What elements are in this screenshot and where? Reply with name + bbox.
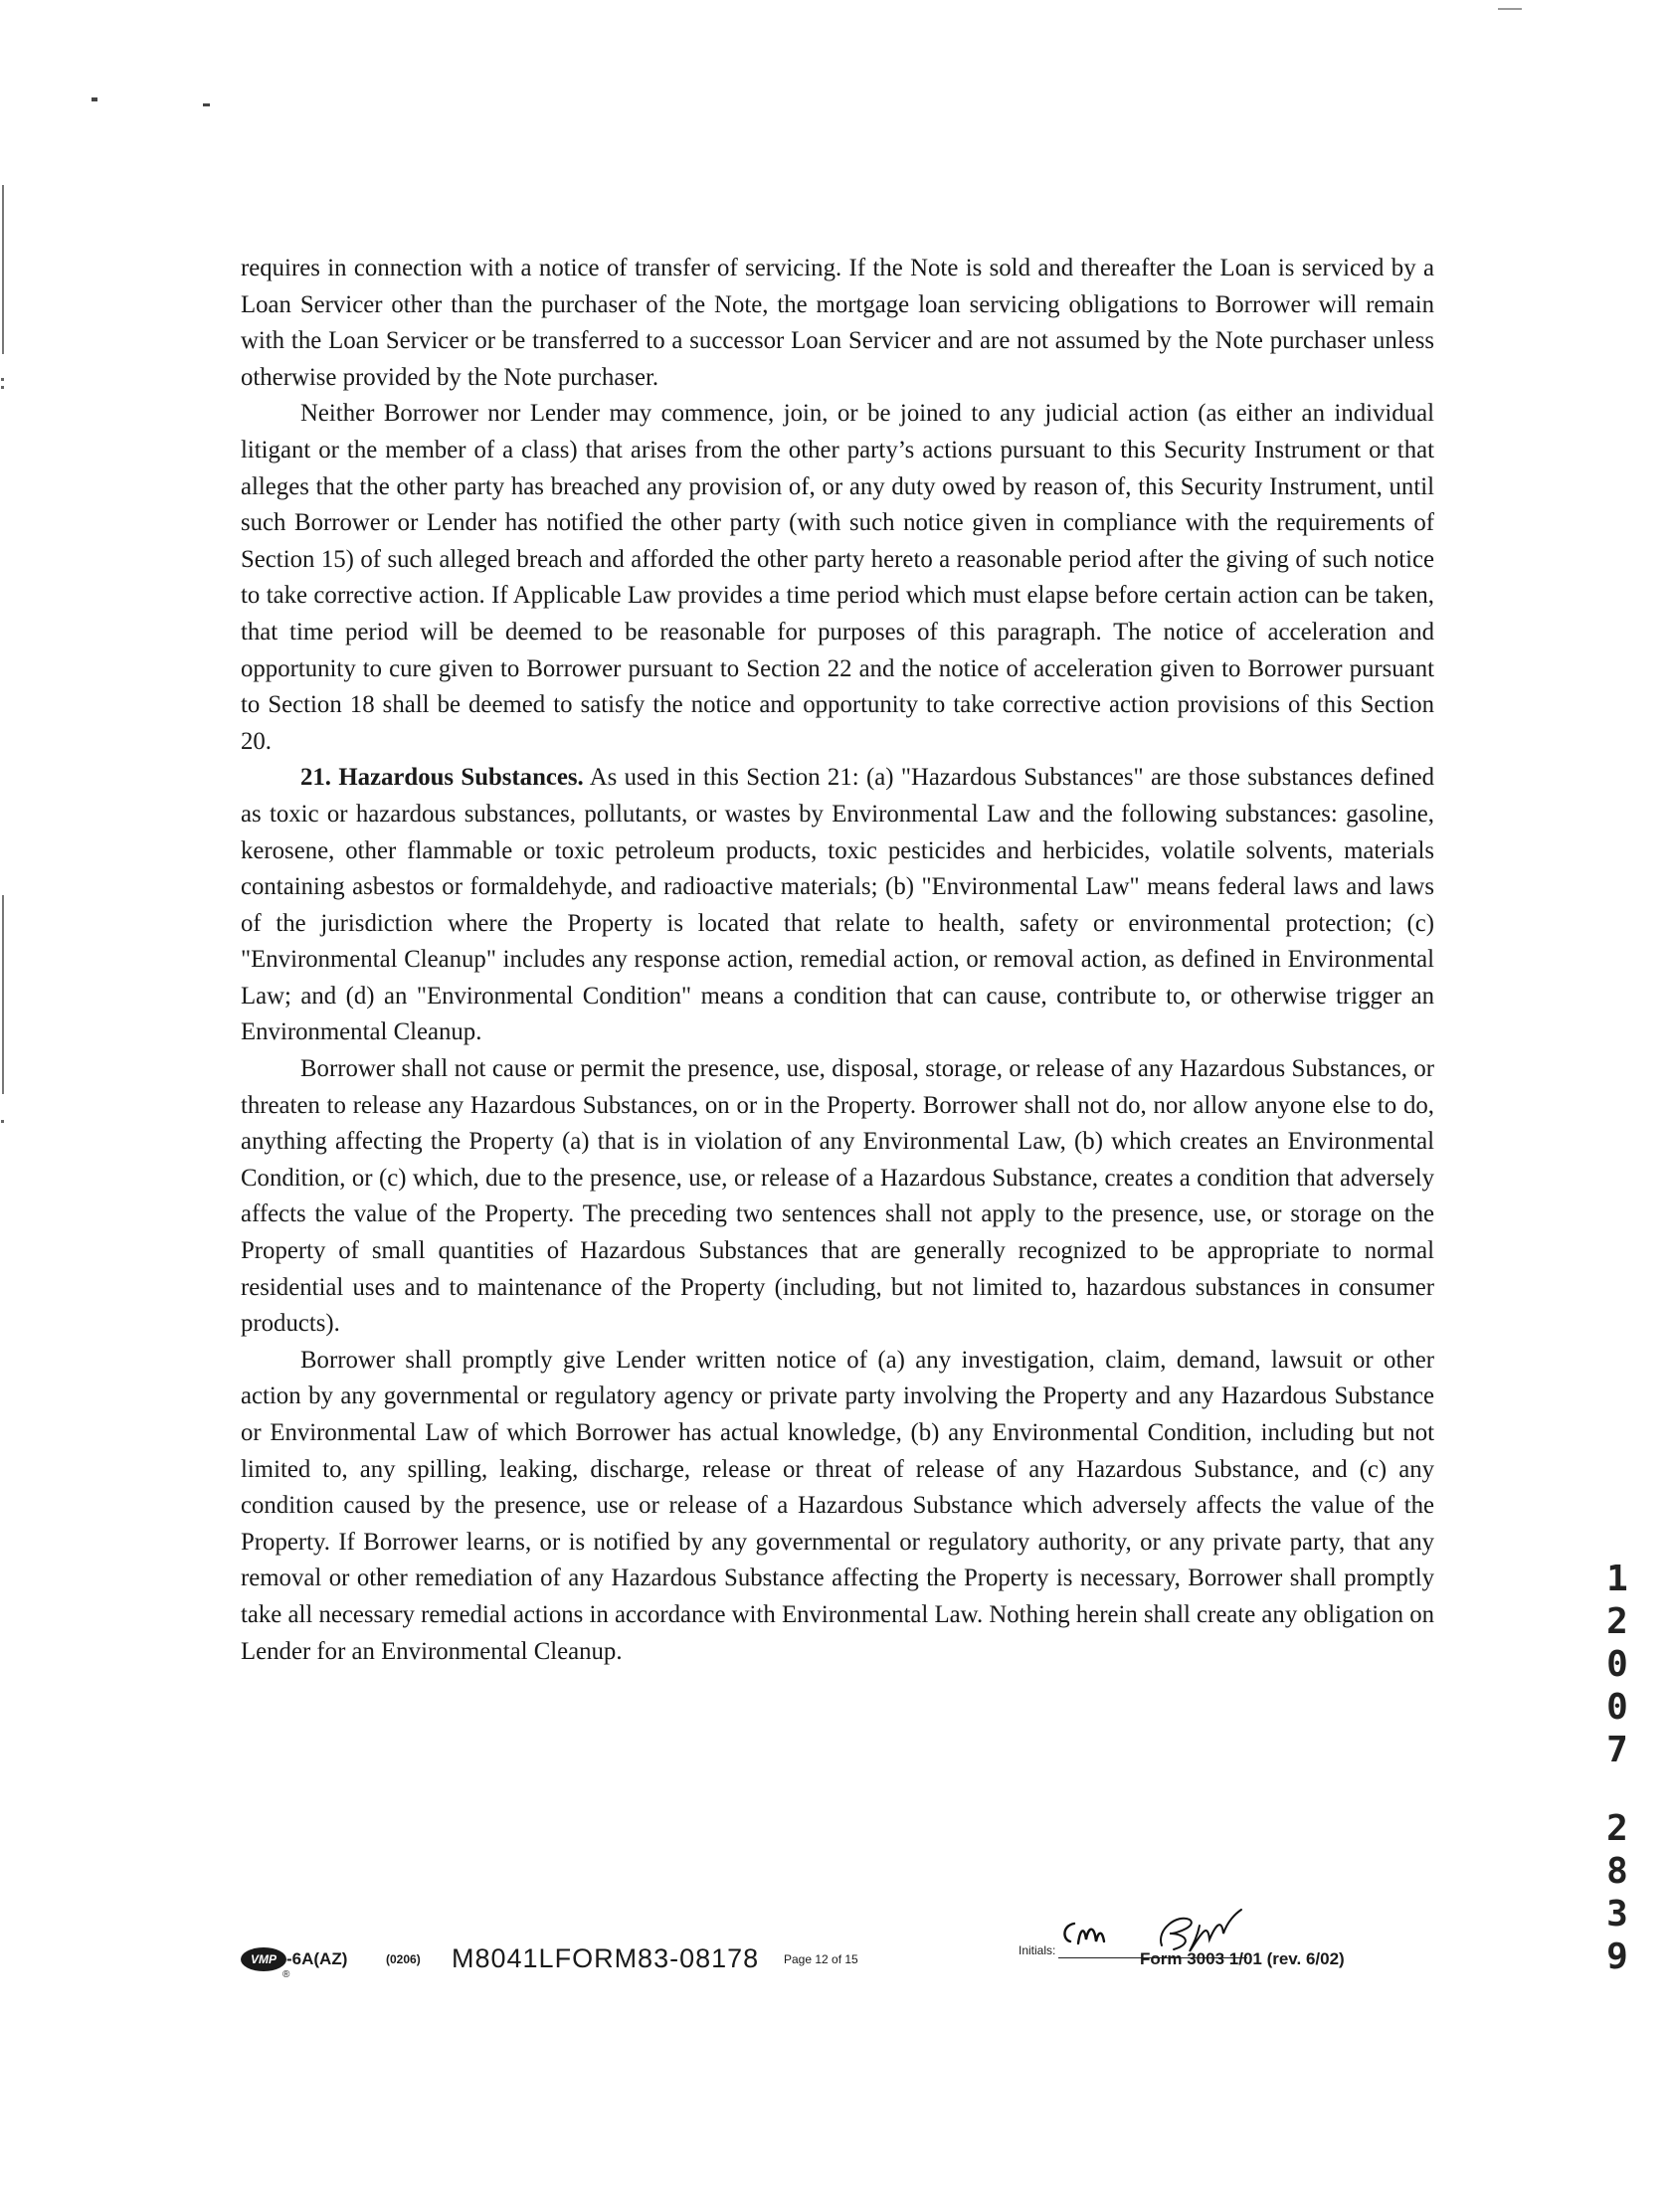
stamped-document-number: [1597, 1558, 1637, 1978]
registered-mark: ®: [282, 1969, 290, 1980]
paragraph-judicial-action: Neither Borrower nor Lender may commence, join, or be joined to any judicial action (as either an individual litigant or the member of a class) that arises from the other party’s actions pursuant to this Security Instrument or that alleges that the other party has breached any provision of, or any duty owed by reason of, this Security Instrument, until such Borrower or Lender has notified the other party (with such notice given in compliance with the requirements of Section 15) of such alleged breach and afforded the other party hereto a reasonable period after the giving of such notice to take corrective action. If Applicable Law provides a time period which must elapse before certain action can be taken, that time period will be deemed to be reasonable for purposes of this paragraph. The notice of acceleration and opportunity to cure given to Borrower pursuant to Section 22 and the notice of acceleration given to Borrower pursuant to Section 18 shall be deemed to satisfy the notice and opportunity to take corrective action provisions of this Section 20.: [241, 400, 1434, 755]
scan-speck: [1, 386, 4, 389]
vmp-logo: VMP: [241, 1947, 286, 1971]
page-footer: [241, 1930, 1434, 2009]
scan-speck: [1, 1120, 4, 1123]
form-code-date: (0206): [386, 1952, 421, 1966]
section-21-heading: 21. Hazardous Substances.: [300, 764, 584, 792]
form-name: Form 3003 1/01 (rev. 6/02): [1140, 1949, 1345, 1968]
page-number: Page 12 of 15: [784, 1952, 858, 1966]
stamp-digit: 8: [1606, 1851, 1628, 1892]
scan-speck: [1498, 8, 1522, 10]
paragraph-hazardous-prohibition: Borrower shall not cause or permit the presence, use, disposal, storage, or release of any Hazardous Substances, or threaten to release any Hazardous Substances, on or in the Property. Borrower shall not do, nor allow anyone else to do, anything affecting the Property (a) that is in violation of any Environmental Law, (b) which creates an Environmental Condition, or (c) which, due to the presence, use, or release of a Hazardous Substance, creates a condition that adversely affects the value of the Property. The preceding two sentences shall not apply to the presence, use, or storage on the Property of small quantities of Hazardous Substances that are generally recognized to be appropriate to normal residential uses and to maintenance of the Property (including, but not limited to, hazardous substances in consumer products).: [241, 1055, 1434, 1338]
stamp-digit: 1: [1606, 1559, 1628, 1599]
scan-speck: [1, 378, 4, 381]
stamp-digit: 7: [1606, 1730, 1628, 1770]
scan-speck: [92, 97, 97, 101]
scan-edge-line: [2, 895, 4, 1094]
form-code: -6A(AZ): [286, 1949, 348, 1968]
stamp-digit: 2: [1606, 1601, 1628, 1642]
loan-number: M8041LFORM83-08178: [452, 1943, 760, 1973]
paragraph-servicing: requires in connection with a notice of transfer of servicing. If the Note is sold and thereafter the Loan is serviced by a Loan Servicer other than the purchaser of the Note, the mortgage loan servicing obligations to Borrower will remain with the Loan Servicer or be transferred to a successor Loan Servicer and are not assumed by the Note purchaser unless otherwise provided by the Note purchaser.: [241, 255, 1434, 391]
document-body: [241, 251, 1434, 1670]
stamp-digit: 9: [1606, 1936, 1628, 1977]
paragraph-hazardous-notice: Borrower shall promptly give Lender written notice of (a) any investigation, claim, demand, lawsuit or other action by any governmental or regulatory agency or private party involving the Property and any Hazardous Substance or Environmental Law of which Borrower has actual knowledge, (b) any Environmental Condition, including but not limited to, any spilling, leaking, discharge, release or threat of release of any Hazardous Substance, and (c) any condition caused by the presence, use or release of a Hazardous Substance which adversely affects the value of the Property. If Borrower learns, or is notified by any governmental or regulatory authority, or any private party, that any removal or other remediation of any Hazardous Substance affecting the Property is necessary, Borrower shall promptly take all necessary remedial actions in accordance with Environmental Law. Nothing herein shall create any obligation on Lender for an Environmental Cleanup.: [241, 1346, 1434, 1665]
section-21-text: As used in this Section 21: (a) "Hazardous Substances" are those substances defined as toxic or hazardous substances, pollutants, or wastes by Environmental Law and the following substances: gasoline, kerosene, other flammable or toxic petroleum products, toxic pesticides and herbicides, volatile solvents, materials containing asbestos or formaldehyde, and radioactive materials; (b) "Environmental Law" means federal laws and laws of the jurisdiction where the Property is located that relate to health, safety or environmental protection; (c) "Environmental Cleanup" includes any response action, remedial action, or removal action, as defined in Environmental Law; and (d) an "Environmental Condition" means a condition that can cause, contribute to, or otherwise trigger an Environmental Cleanup.: [241, 764, 1435, 1046]
stamp-digit: 0: [1606, 1687, 1628, 1728]
stamp-digit: 3: [1606, 1894, 1628, 1935]
initials-label: Initials:: [1019, 1943, 1056, 1957]
paragraph-section-21: [241, 760, 1434, 1051]
scan-speck: [203, 103, 210, 106]
scan-edge-line: [2, 185, 4, 354]
stamp-digit: 2: [1606, 1808, 1628, 1849]
stamp-digit: 0: [1606, 1644, 1628, 1685]
